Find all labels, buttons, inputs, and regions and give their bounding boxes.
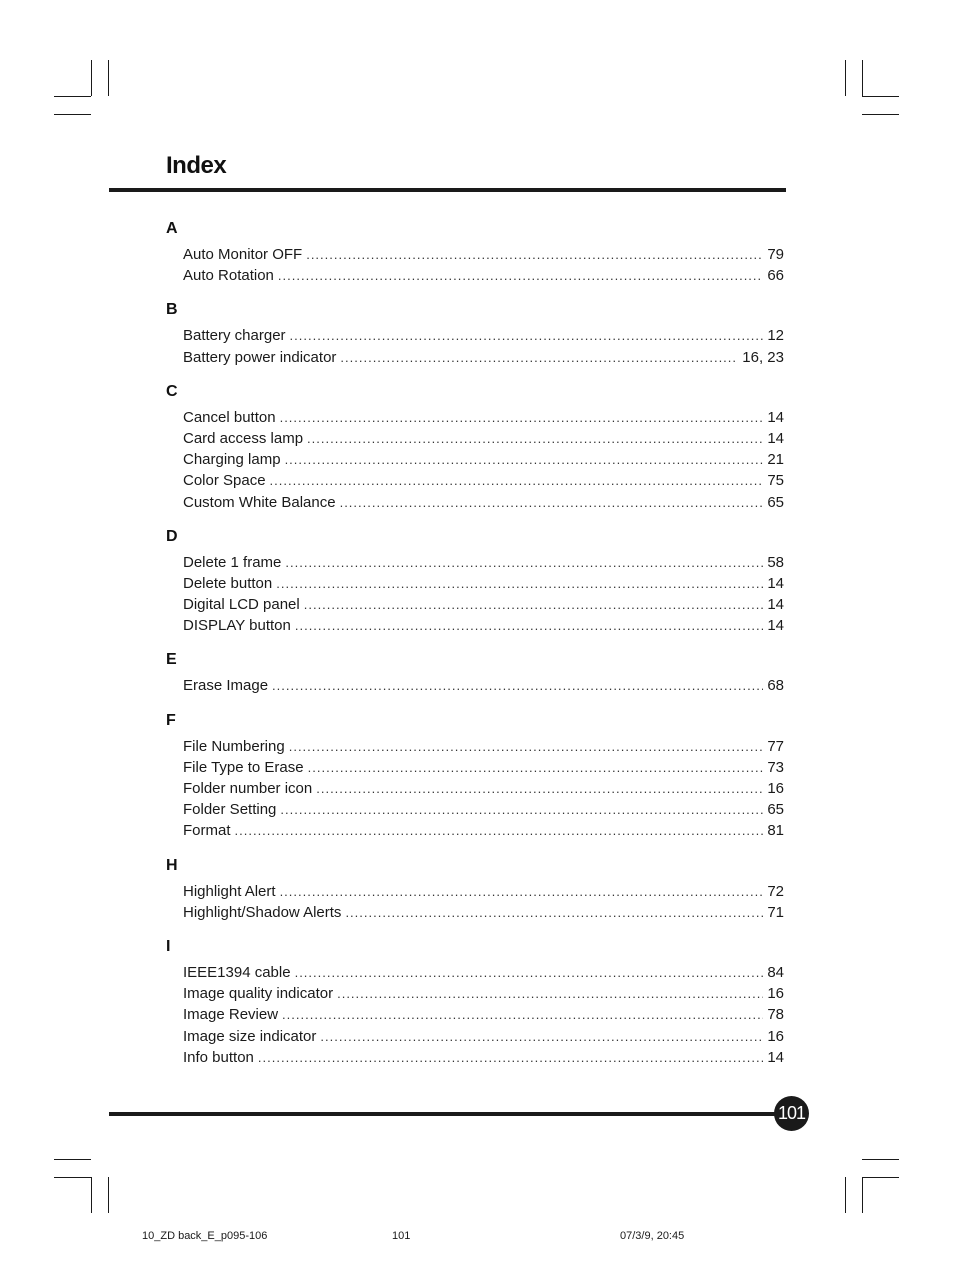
dot-leader — [280, 407, 764, 428]
entry-page: 71 — [767, 903, 784, 921]
index-entry — [183, 573, 784, 594]
entry-term: Image size indicator — [183, 1027, 317, 1045]
entry-term: Format — [183, 822, 231, 840]
section-letter: A — [166, 220, 178, 237]
crop-mark — [845, 60, 846, 96]
footer-timestamp: 07/3/9, 20:45 — [620, 1230, 685, 1242]
crop-mark — [108, 60, 109, 96]
entry-page: 78 — [767, 1006, 784, 1024]
entry-term: Auto Rotation — [183, 267, 274, 285]
entry-term: Custom White Balance — [183, 493, 336, 511]
index-entry — [183, 492, 784, 513]
crop-mark — [54, 96, 91, 97]
entry-page: 16 — [767, 1027, 784, 1045]
entry-term: Charging lamp — [183, 451, 281, 469]
index-section-a — [166, 219, 784, 286]
dot-leader — [285, 552, 763, 573]
dot-leader — [345, 902, 763, 923]
crop-mark — [54, 114, 91, 115]
index-section-i — [166, 937, 784, 1068]
entry-term: Battery charger — [183, 327, 286, 345]
dot-leader — [235, 820, 764, 841]
entry-page: 81 — [767, 822, 784, 840]
entry-page: 73 — [767, 758, 784, 776]
section-letter: E — [166, 651, 177, 669]
entry-term: Image Review — [183, 1006, 279, 1024]
index-entry — [183, 983, 784, 1004]
entry-page: 14 — [767, 617, 784, 635]
footer-rule — [109, 1112, 779, 1116]
crop-mark — [862, 1177, 899, 1178]
dot-leader — [285, 449, 764, 470]
dot-leader — [337, 983, 763, 1004]
dot-leader — [289, 736, 764, 757]
section-letter: C — [166, 382, 178, 400]
index-entry — [183, 449, 784, 470]
index-entry — [183, 428, 784, 449]
index-entry — [183, 962, 784, 983]
index-section-f — [166, 711, 784, 842]
entry-term: Highlight Alert — [183, 882, 276, 900]
crop-mark — [54, 1177, 91, 1178]
entry-page: 12 — [767, 327, 784, 345]
index-entry — [183, 820, 784, 841]
page-title: Index — [166, 152, 227, 179]
entry-term: Card access lamp — [183, 429, 304, 447]
entry-term: IEEE1394 cable — [183, 963, 291, 981]
entry-term: Folder Setting — [183, 801, 277, 819]
crop-mark — [54, 1159, 91, 1160]
entry-page: 14 — [767, 1048, 784, 1066]
dot-leader — [316, 778, 763, 799]
dot-leader — [280, 799, 763, 820]
index-entry — [183, 1004, 784, 1025]
dot-leader — [320, 1026, 763, 1047]
crop-mark — [862, 1159, 899, 1160]
dot-leader — [290, 325, 764, 346]
index-entry — [183, 407, 784, 428]
crop-mark — [845, 1177, 846, 1213]
dot-leader — [295, 615, 763, 636]
index-section-c — [166, 382, 784, 513]
index-entry — [183, 615, 784, 636]
entry-term: Battery power indicator — [183, 348, 337, 366]
entry-term: Erase Image — [183, 677, 269, 695]
footer-filename: 10_ZD back_E_p095-106 — [142, 1230, 268, 1242]
entry-page: 58 — [767, 553, 784, 571]
entry-page: 14 — [767, 596, 784, 614]
dot-leader — [306, 244, 763, 265]
entry-term: File Type to Erase — [183, 758, 304, 776]
entry-page: 75 — [767, 472, 784, 490]
index-entry — [183, 675, 784, 696]
dot-leader — [308, 757, 764, 778]
dot-leader — [280, 881, 764, 902]
dot-leader — [272, 675, 763, 696]
entry-page: 77 — [767, 737, 784, 755]
entry-term: DISPLAY button — [183, 617, 291, 635]
index-list — [166, 219, 784, 1082]
index-section-b — [166, 300, 784, 367]
entry-term: Info button — [183, 1048, 254, 1066]
entry-page: 16 — [767, 985, 784, 1003]
crop-mark — [862, 96, 899, 97]
entry-page: 84 — [767, 963, 784, 981]
section-letter: D — [166, 527, 178, 545]
footer-page: 101 — [392, 1230, 411, 1242]
index-entry — [183, 757, 784, 778]
entry-term: Folder number icon — [183, 780, 313, 797]
crop-mark — [862, 114, 899, 115]
dot-leader — [278, 265, 763, 286]
index-entry — [183, 265, 784, 286]
entry-page: 14 — [767, 574, 784, 592]
dot-leader — [258, 1047, 763, 1068]
entry-term: File Numbering — [183, 737, 285, 755]
crop-mark — [91, 60, 92, 96]
dot-leader — [295, 962, 764, 983]
entry-term: Auto Monitor OFF — [183, 246, 303, 263]
entry-term: Digital LCD panel — [183, 596, 300, 614]
entry-term: Delete 1 frame — [183, 553, 282, 571]
crop-mark — [108, 1177, 109, 1213]
index-entry — [183, 1026, 784, 1047]
title-rule — [109, 188, 786, 192]
entry-page: 14 — [767, 429, 784, 447]
index-entry — [183, 778, 784, 799]
dot-leader — [307, 428, 763, 449]
dot-leader — [270, 470, 764, 491]
crop-mark — [862, 60, 863, 96]
index-section-e — [166, 650, 784, 696]
index-entry — [183, 325, 784, 346]
entry-term: Image quality indicator — [183, 985, 334, 1003]
entry-term: Highlight/Shadow Alerts — [183, 903, 342, 921]
entry-term: Cancel button — [183, 408, 276, 426]
entry-page: 14 — [767, 408, 784, 426]
entry-page: 72 — [767, 882, 784, 900]
section-letter: B — [166, 301, 178, 319]
crop-mark — [862, 1177, 863, 1213]
crop-mark — [91, 1177, 92, 1213]
dot-leader — [304, 594, 764, 615]
index-entry — [183, 244, 784, 265]
entry-page: 21 — [767, 451, 784, 469]
entry-page: 65 — [767, 493, 784, 511]
entry-page: 66 — [767, 267, 784, 285]
entry-term: Delete button — [183, 574, 273, 592]
section-letter: I — [166, 937, 171, 955]
entry-page: 65 — [767, 801, 784, 819]
dot-leader — [340, 492, 764, 513]
entry-term: Color Space — [183, 472, 266, 490]
dot-leader — [276, 573, 763, 594]
entry-page: 16, 23 — [742, 348, 784, 366]
index-entry — [183, 799, 784, 820]
index-entry — [183, 881, 784, 902]
index-section-d — [166, 527, 784, 637]
index-entry — [183, 552, 784, 573]
page-number-badge: 101 — [774, 1096, 809, 1131]
entry-page: 68 — [767, 677, 784, 695]
index-entry — [183, 470, 784, 491]
index-entry — [183, 902, 784, 923]
index-section-h — [166, 856, 784, 923]
index-entry — [183, 1047, 784, 1068]
index-entry — [183, 594, 784, 615]
entry-page: 16 — [767, 780, 784, 797]
dot-leader — [282, 1004, 763, 1025]
section-letter: H — [166, 856, 178, 874]
dot-leader — [340, 347, 738, 368]
index-entry — [183, 347, 784, 368]
section-letter: F — [166, 711, 176, 729]
index-entry — [183, 736, 784, 757]
entry-page: 79 — [767, 246, 784, 263]
